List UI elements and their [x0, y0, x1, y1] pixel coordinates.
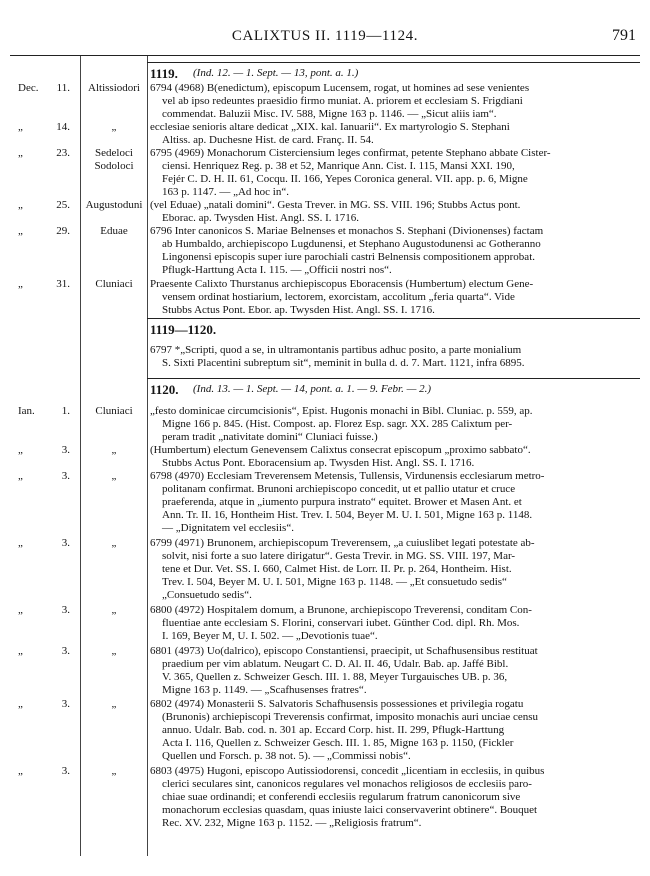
entry-line: 163 p. 1147. — „Ad hoc in“. [162, 186, 289, 199]
place-name: Eduae [100, 225, 128, 237]
section-year: 1119. [150, 66, 178, 81]
entry-line: annuo. Udalr. Bab. cod. n. 301 ap. Eccard Corp. hist. II. 299, Pflugk-Harttung [162, 724, 505, 737]
entry-month: „ [18, 199, 23, 211]
entry-day: 3. [61, 604, 70, 616]
entry-line: 6797 *„Scripti, quod a se, in ultramontanis partibus adhuc posito, a parte monialium [150, 344, 522, 356]
place-name: „ [111, 537, 117, 549]
entry-date [18, 82, 76, 95]
entry-text [150, 698, 640, 763]
entry-line: Praesente Calixto Thurstanus archiepiscopus Eboracensis (Humbertum) electum Gene- [150, 278, 534, 290]
section-heading [147, 378, 640, 399]
entry-line: vensem ordinat hostiarium, lectorem, exorcistam, accolitum „feria quarta“. Vide [162, 291, 515, 304]
entry-line: tene et Dur. Vet. SS. I. 660, Calmet Hist. de Lorr. II. Pr. p. 264, Hontheim. Hist. [162, 563, 512, 576]
entry-date [18, 645, 76, 658]
entry-text [150, 405, 640, 444]
entry-line: 6798 (4970) Ecclesiam Treverensem Metensis, Tullensis, Virdunensis ecclesiarum metro- [150, 470, 545, 482]
entry-line: Rec. XV. 232, Migne 163 p. 1152. — „Religiosis fratrum“. [162, 817, 422, 830]
entry-line: 6796 Inter canonicos S. Mariae Belnenses et monachos S. Stephani (Divionenses) factam [150, 225, 544, 237]
entry-date [18, 405, 76, 418]
place-name: Sodoloci [94, 160, 134, 172]
place-name: Sedeloci [95, 147, 133, 159]
place-name: „ [111, 698, 117, 710]
entry-line: (Humbertum) electum Genevensem Calixtus consecrat episcopum „proximo sabbato“. [150, 444, 531, 456]
entry-line: Quellen und Forsch. p. 38 not. 5). — „Commissi nobis“. [162, 750, 411, 763]
entry-day: 14. [56, 121, 70, 133]
entry-line: 6794 (4968) B(enedictum), episcopum Lucensem, rogat, ut homines ad sese venientes [150, 82, 530, 94]
entry-line: monachorum ecclesias quasdam, quas iniuste laici conservaverint obtinere“. Bouquet [162, 804, 538, 817]
entry-line: Fejér C. D. H. II. 61, Cocqu. II. 166, Yepes Coronica general. VII. app. p. 6, Migne [162, 173, 528, 186]
entry-month: „ [18, 444, 23, 456]
entry-place [82, 444, 146, 457]
section-meta: (Ind. 13. — 1. Sept. — 14, pont. a. 1. — 9. Febr. — 2.) [193, 383, 432, 395]
entry-month: „ [18, 470, 23, 482]
entry-line: peram tradit „nativitate domini“ Cluniaci fuisse.) [162, 431, 378, 444]
entry-text [150, 537, 640, 602]
entry-line: „festo dominicae circumcisionis“, Epist. Hugonis monachi in Bibl. Cluniac. p. 559, ap. [150, 405, 533, 417]
entry-line: — „Dignitatem vel ecclesiis“. [162, 522, 294, 535]
place-name: Cluniaci [95, 405, 133, 417]
entry-line: Migne 166 p. 845. (Hist. Compost. ap. Florez Esp. sagr. XX. 285 Calixtum per- [162, 418, 513, 431]
entry-line: Lingonensi episcopis super iure parochiali castri Belnensis compositionem approbat. [162, 251, 535, 264]
entry-date [18, 698, 76, 711]
entry-line: politanam confirmat. Brunoni archiepiscopo concedit, ut et pallio utatur et cruce [162, 483, 516, 496]
entry-day: 3. [61, 470, 70, 482]
entry-date [18, 121, 76, 134]
entry-line: praedium per vim ablatum. Neugart C. D. Al. II. 46, Udalr. Bab. ap. Jaffé Bibl. [162, 658, 509, 671]
entry-month: „ [18, 225, 23, 237]
entry-date [18, 199, 76, 212]
entry-place [82, 147, 146, 173]
entry-day: 3. [61, 698, 70, 710]
column-divider-date [80, 56, 81, 856]
entry-line: chiae suae ordinandi; et conferendi ecclesiis regularum fratrum canonicorum sive [162, 791, 521, 804]
entry-day: 3. [61, 537, 70, 549]
place-name: „ [111, 765, 117, 777]
entry-text [150, 147, 640, 199]
entry-place [82, 199, 146, 212]
section-year: 1119—1120. [150, 322, 217, 337]
entry-line: solvit, nisi forte a suo latere dirigatur“. Gesta Trevir. in MG. SS. VIII. 197, Mar- [162, 550, 516, 563]
entry-place [82, 537, 146, 550]
place-name: „ [111, 470, 117, 482]
place-name: Cluniaci [95, 278, 133, 290]
entry-line: ecclesiae senioris altare dedicat „XIX. kal. Ianuarii“. Ex martyrologio S. Stephani [150, 121, 510, 133]
entry-text [150, 604, 640, 643]
section-heading [147, 318, 640, 339]
entry-day: 31. [56, 278, 70, 290]
entry-day: 1. [61, 405, 70, 417]
entry-line: 6799 (4971) Brunonem, archiepiscopum Treverensem, „a cuiuslibet legati potestate ab- [150, 537, 535, 549]
entry-line: commendat. Baluzii Misc. IV. 588, Migne 163 p. 1146. — „Sicut aliis iam“. [162, 108, 497, 121]
entry-line: Eborac. ap. Twysden Hist. Angl. SS. I. 1716. [162, 212, 360, 225]
page-header [0, 22, 650, 50]
page-number: 791 [612, 27, 636, 44]
entry-text [150, 278, 640, 317]
entry-line: 6803 (4975) Hugoni, episcopo Autissiodorensi, concedit „licentiam in ecclesiis, in quibus [150, 765, 545, 777]
entry-line: Migne 163 p. 1149. — „Scafhusenses fratres“. [162, 684, 367, 697]
entry-line: Stubbs Actus Pont. Eboracensium ap. Twysden Hist. Angl. SS. I. 1716. [162, 457, 475, 470]
entry-line: fluentiae ante ecclesiam S. Florini, conservari iubet. Günther Cod. dipl. Rh. Mos. [162, 617, 520, 630]
entry-month: „ [18, 147, 23, 159]
entry-line: ab Humbaldo, archiepiscopo Lugdunensi, et Stephano Augustodunensi ac Gotheranno [162, 238, 541, 251]
entry-date [18, 604, 76, 617]
entry-text [150, 225, 640, 277]
entry-place [82, 82, 146, 95]
entry-month: Dec. [18, 82, 39, 94]
entry-date [18, 765, 76, 778]
entry-day: 29. [56, 225, 70, 237]
entry-line: (vel Eduae) „natali domini“. Gesta Trever. in MG. SS. VIII. 196; Stubbs Actus pont. [150, 199, 521, 211]
entry-place [82, 225, 146, 238]
running-title: CALIXTUS II. 1119—1124. [231, 28, 419, 44]
place-name: Augustoduni [85, 199, 143, 211]
column-divider-place [147, 56, 148, 856]
entry-month: „ [18, 698, 23, 710]
entry-place [82, 121, 146, 134]
entry-line: Ann. Tr. II. 16, Hontheim Hist. Trev. I. 504, Beyer M. U. I. 501, Migne 163 p. 1148. [162, 509, 533, 522]
entry-day: 3. [61, 765, 70, 777]
place-name: „ [111, 444, 117, 456]
entry-text [150, 470, 640, 535]
entry-place [82, 470, 146, 483]
entry-line: praeferenda, atque in „iumento purpura instrato“ equitet. Brower et Masen Ant. et [162, 496, 522, 509]
entry-day: 11. [56, 82, 70, 94]
entry-date [18, 470, 76, 483]
entry-day: 25. [56, 199, 70, 211]
entry-date [18, 537, 76, 550]
entry-line: vel ab ipso redeuntes praesidio firmo muniat. A. priorem et ecclesiam S. Frigdiani [162, 95, 523, 108]
entry-line: Pflugk-Harttung Acta I. 115. — „Officii nostri nos“. [162, 264, 392, 277]
entry-line: ciensi. Henriquez Reg. p. 38 et 52, Manrique Ann. Cist. I. 115, Mansi XXI. 190, [162, 160, 515, 173]
entry-date [18, 278, 76, 291]
entry-line: Acta I. 116, Quellen z. Schweizer Gesch. III. 1. 85, Migne 163 p. 1150, (Fickler [162, 737, 514, 750]
entry-line: S. Sixti Placentini subreptum sit“, meminit in bulla d. d. 7. Mart. 1121, infra 6895. [162, 357, 525, 370]
entry-day: 23. [56, 147, 70, 159]
entry-place [82, 698, 146, 711]
place-name: Altissiodori [88, 82, 140, 94]
entry-line: „Consuetudo sedis“. [162, 589, 252, 602]
entry-date [18, 444, 76, 457]
entry-line: Trev. I. 504, Beyer M. U. I. 501, Migne 163 p. 1148. — „Et consuetudo sedis“ [162, 576, 507, 589]
header-rule [10, 55, 640, 56]
entry-text [150, 444, 640, 470]
entry-day: 3. [61, 645, 70, 657]
entry-month: „ [18, 121, 23, 133]
entry-line: clerici seculares sint, canonicos regulares vel monachos religiosos de ecclesiis paro- [162, 778, 532, 791]
entry-month: „ [18, 645, 23, 657]
entry-month: „ [18, 537, 23, 549]
place-name: „ [111, 604, 117, 616]
entry-date [18, 225, 76, 238]
entry-place [82, 405, 146, 418]
entry-text [150, 121, 640, 147]
entry-text [150, 344, 640, 370]
entry-line: I. 169, Beyer M, U. I. 502. — „Devotionis tuae“. [162, 630, 378, 643]
entry-month: „ [18, 278, 23, 290]
entry-line: 6802 (4974) Monasterii S. Salvatoris Schafhusensis possessiones et privilegia rogatu [150, 698, 524, 710]
entry-line: Stubbs Actus Pont. Ebor. ap. Twysden Hist. Angl. SS. I. 1716. [162, 304, 435, 317]
entry-line: (Brunonis) archiepiscopi Treverensis confirmat, imposito monachis auri unciae censu [162, 711, 539, 724]
entry-place [82, 645, 146, 658]
entry-day: 3. [61, 444, 70, 456]
entry-place [82, 278, 146, 291]
entry-line: 6800 (4972) Hospitalem domum, a Brunone, archiepiscopo Treverensi, conditam Con- [150, 604, 532, 616]
entry-line: V. 365, Quellen z. Schweizer Gesch. III. 1. 88, Meyer Turgauisches UB. p. 36, [162, 671, 508, 684]
place-name: „ [111, 645, 117, 657]
section-year: 1120. [150, 382, 179, 397]
entry-place [82, 604, 146, 617]
entry-text [150, 199, 640, 225]
entry-text [150, 82, 640, 121]
entry-line: 6795 (4969) Monachorum Cisterciensium leges confirmat, petente Stephano abbate Cister- [150, 147, 551, 159]
entry-place [82, 765, 146, 778]
section-heading [147, 62, 640, 83]
entry-text [150, 765, 640, 830]
entry-month: Ian. [18, 405, 35, 417]
place-name: „ [111, 121, 117, 133]
entry-line: 6801 (4973) Uo(dalrico), episcopo Constantiensi, praecipit, ut Schafhusensibus restituat [150, 645, 538, 657]
entry-text [150, 645, 640, 697]
section-meta: (Ind. 12. — 1. Sept. — 13, pont. a. 1.) [193, 67, 359, 79]
entry-month: „ [18, 604, 23, 616]
entry-date [18, 147, 76, 160]
entry-line: Altiss. ap. Duchesne Hist. de card. Franç. II. 54. [162, 134, 374, 147]
entry-month: „ [18, 765, 23, 777]
